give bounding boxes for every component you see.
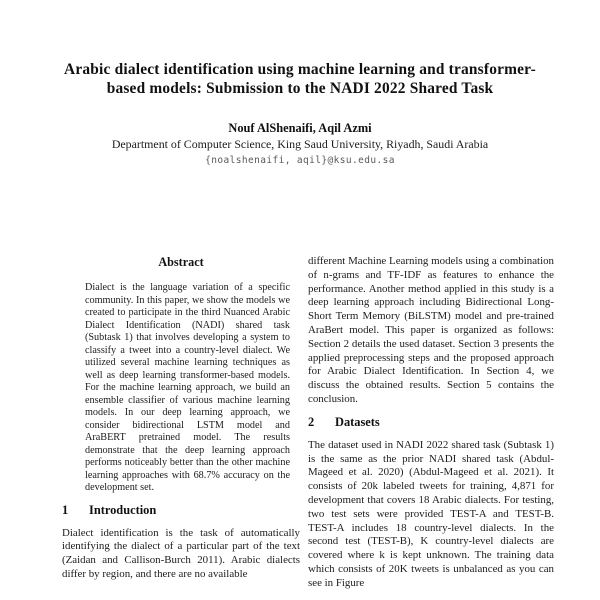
paper-title-line-2: based models: Submission to the NADI 2022 Shared Task — [106, 79, 494, 97]
paper-header — [0, 61, 600, 166]
introduction-continuation-paragraph: different Machine Learning models using a combination of n-grams and TF-IDF as features to enhance the performance. Another method applied in this study is a deep learning approach including Bidirectional Long-Short Term Memory (BiLSTM) model and pre-trained AraBert model. This paper is organized as follows: Section 2 details the used dataset. Section 3 presents the applied preprocessing steps and the proposed approach for Arabic Dialect Identification. In Section 4, we discuss the obtained results. Section 5 contains the conclusion. — [308, 255, 554, 405]
section-number: 2 — [308, 414, 315, 429]
abstract-text: Dialect is the language variation of a specific community. In this paper, we show the models we created to participate in the third Nuanced Arabic Dialect Identification (NADI) shared task (Subtask 1) that involves developing a system to classify a tweet into a country-level dialect. We utilized several machine learning techniques as well as deep learning transformer-based models. For the machine learning approach, we build an ensemble classifier of various machine learning models. In our deep learning approach, we consider bidirectional LSTM model and AraBERT pretrained model. The results demonstrate that the deep learning approach performs noticeably better than the other machine learning approaches with 68.7% accuracy on the development set. — [85, 282, 290, 493]
left-column — [62, 252, 300, 600]
author-email: {noalshenaifi, aqil}@ksu.edu.sa — [205, 155, 395, 166]
introduction-paragraph: Dialect identification is the task of automatically identifying the dialect of a particular part of the text (Zaidan and Callison-Burch 2011). Arabic dialects differ by region, and there are no available — [62, 526, 300, 580]
right-column — [308, 252, 554, 600]
author-names: Nouf AlShenaifi, Aqil Azmi — [228, 121, 372, 135]
section-heading-datasets — [308, 415, 554, 430]
section-title: Introduction — [89, 502, 157, 517]
paper-title — [50, 61, 550, 98]
section-title: Datasets — [335, 414, 380, 429]
datasets-paragraph: The dataset used in NADI 2022 shared task (Subtask 1) is the same as the prior NADI shared task (Abdul-Mageed et al. 2020) (Abdul-Mageed et al. 2021). It consists of 20k labeled tweets for training, 4,871 for development that covers 18 Arabic dialects. For testing, two test sets were provided TEST-A and TEST-B. TEST-A includes 18 country-level dialects. In the second test (TEST-B), K country-level dialects are covered where k is kept unknown. The training data which consists of 20K tweets is unbalanced as you can see in Figure — [308, 438, 554, 589]
abstract-heading: Abstract — [158, 255, 204, 269]
author-affiliation: Department of Computer Science, King Saud University, Riyadh, Saudi Arabia — [111, 137, 489, 151]
section-number: 1 — [62, 502, 69, 517]
two-column-body — [62, 252, 554, 600]
paper-title-line-1: Arabic dialect identification using machine learning and transformer- — [64, 61, 536, 78]
section-heading-introduction — [62, 503, 300, 518]
